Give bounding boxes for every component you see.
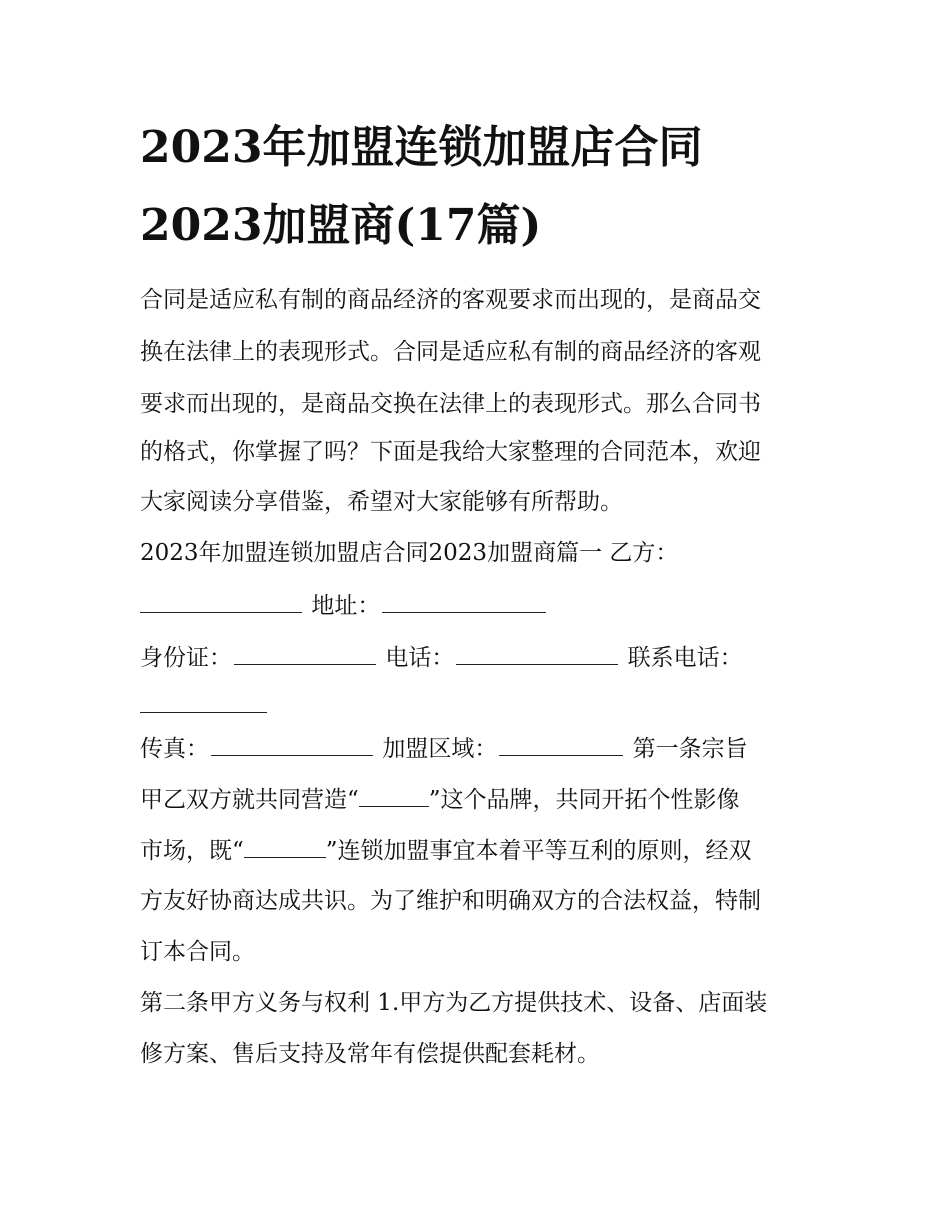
article1-text: ”这个品牌，共同开拓个性影像: [428, 787, 740, 813]
address-label: 地址：: [311, 593, 381, 619]
document-title-line-2: 2023加盟商(17篇): [140, 200, 542, 251]
article1-title: 第一条宗旨: [632, 736, 748, 762]
brand-name-blank: [359, 784, 429, 807]
phone-blank: [456, 642, 618, 665]
intro-line: 合同是适应私有制的商品经济的客观要求而出现的，是商品交: [140, 287, 761, 313]
article1-line: 方友好协商达成共识。为了维护和明确双方的合法权益，特制: [140, 888, 761, 914]
region-blank: [499, 733, 623, 756]
fax-region-row: [140, 733, 748, 764]
intro-line: 的格式，你掌握了吗？下面是我给大家整理的合同范本，欢迎: [140, 439, 761, 465]
intro-line: 要求而出现的，是商品交换在法律上的表现形式。那么合同书: [140, 391, 761, 417]
article2-line: 修方案、售后支持及常年有偿提供配套耗材。: [140, 1041, 600, 1067]
contact-phone-row: [140, 690, 269, 721]
document-title-line-1: 2023年加盟连锁加盟店合同: [140, 122, 703, 173]
id-phone-row: [140, 642, 743, 673]
article1-text: 市场，既“: [140, 838, 244, 864]
article1-line: [140, 835, 752, 866]
intro-line: 大家阅读分享借鉴，希望对大家能够有所帮助。: [140, 489, 623, 515]
fax-blank: [211, 733, 373, 756]
phone-label: 电话：: [385, 645, 455, 671]
intro-line: 换在法律上的表现形式。合同是适应私有制的商品经济的客观: [140, 339, 761, 365]
address-blank: [382, 590, 546, 613]
article1-text: ”连锁加盟事宜本着平等互利的原则，经双: [325, 838, 752, 864]
fax-label: 传真：: [140, 736, 209, 762]
contact-phone-label: 联系电话：: [627, 645, 743, 671]
contact-phone-blank: [140, 690, 267, 713]
article1-text: 甲乙双方就共同营造“: [140, 787, 359, 813]
section-heading: 2023年加盟连锁加盟店合同2023加盟商篇一 乙方：: [140, 540, 679, 566]
party-b-name-blank: [140, 590, 302, 613]
address-row: [140, 590, 548, 621]
article2-line: 第二条甲方义务与权利 1.甲方为乙方提供技术、设备、店面装: [140, 990, 768, 1016]
article1-line: [140, 784, 740, 815]
article1-line: 订本合同。: [140, 939, 255, 965]
region-label: 加盟区域：: [382, 736, 498, 762]
id-blank: [234, 642, 376, 665]
franchise-name-blank: [244, 835, 326, 858]
id-label: 身份证：: [140, 645, 232, 671]
